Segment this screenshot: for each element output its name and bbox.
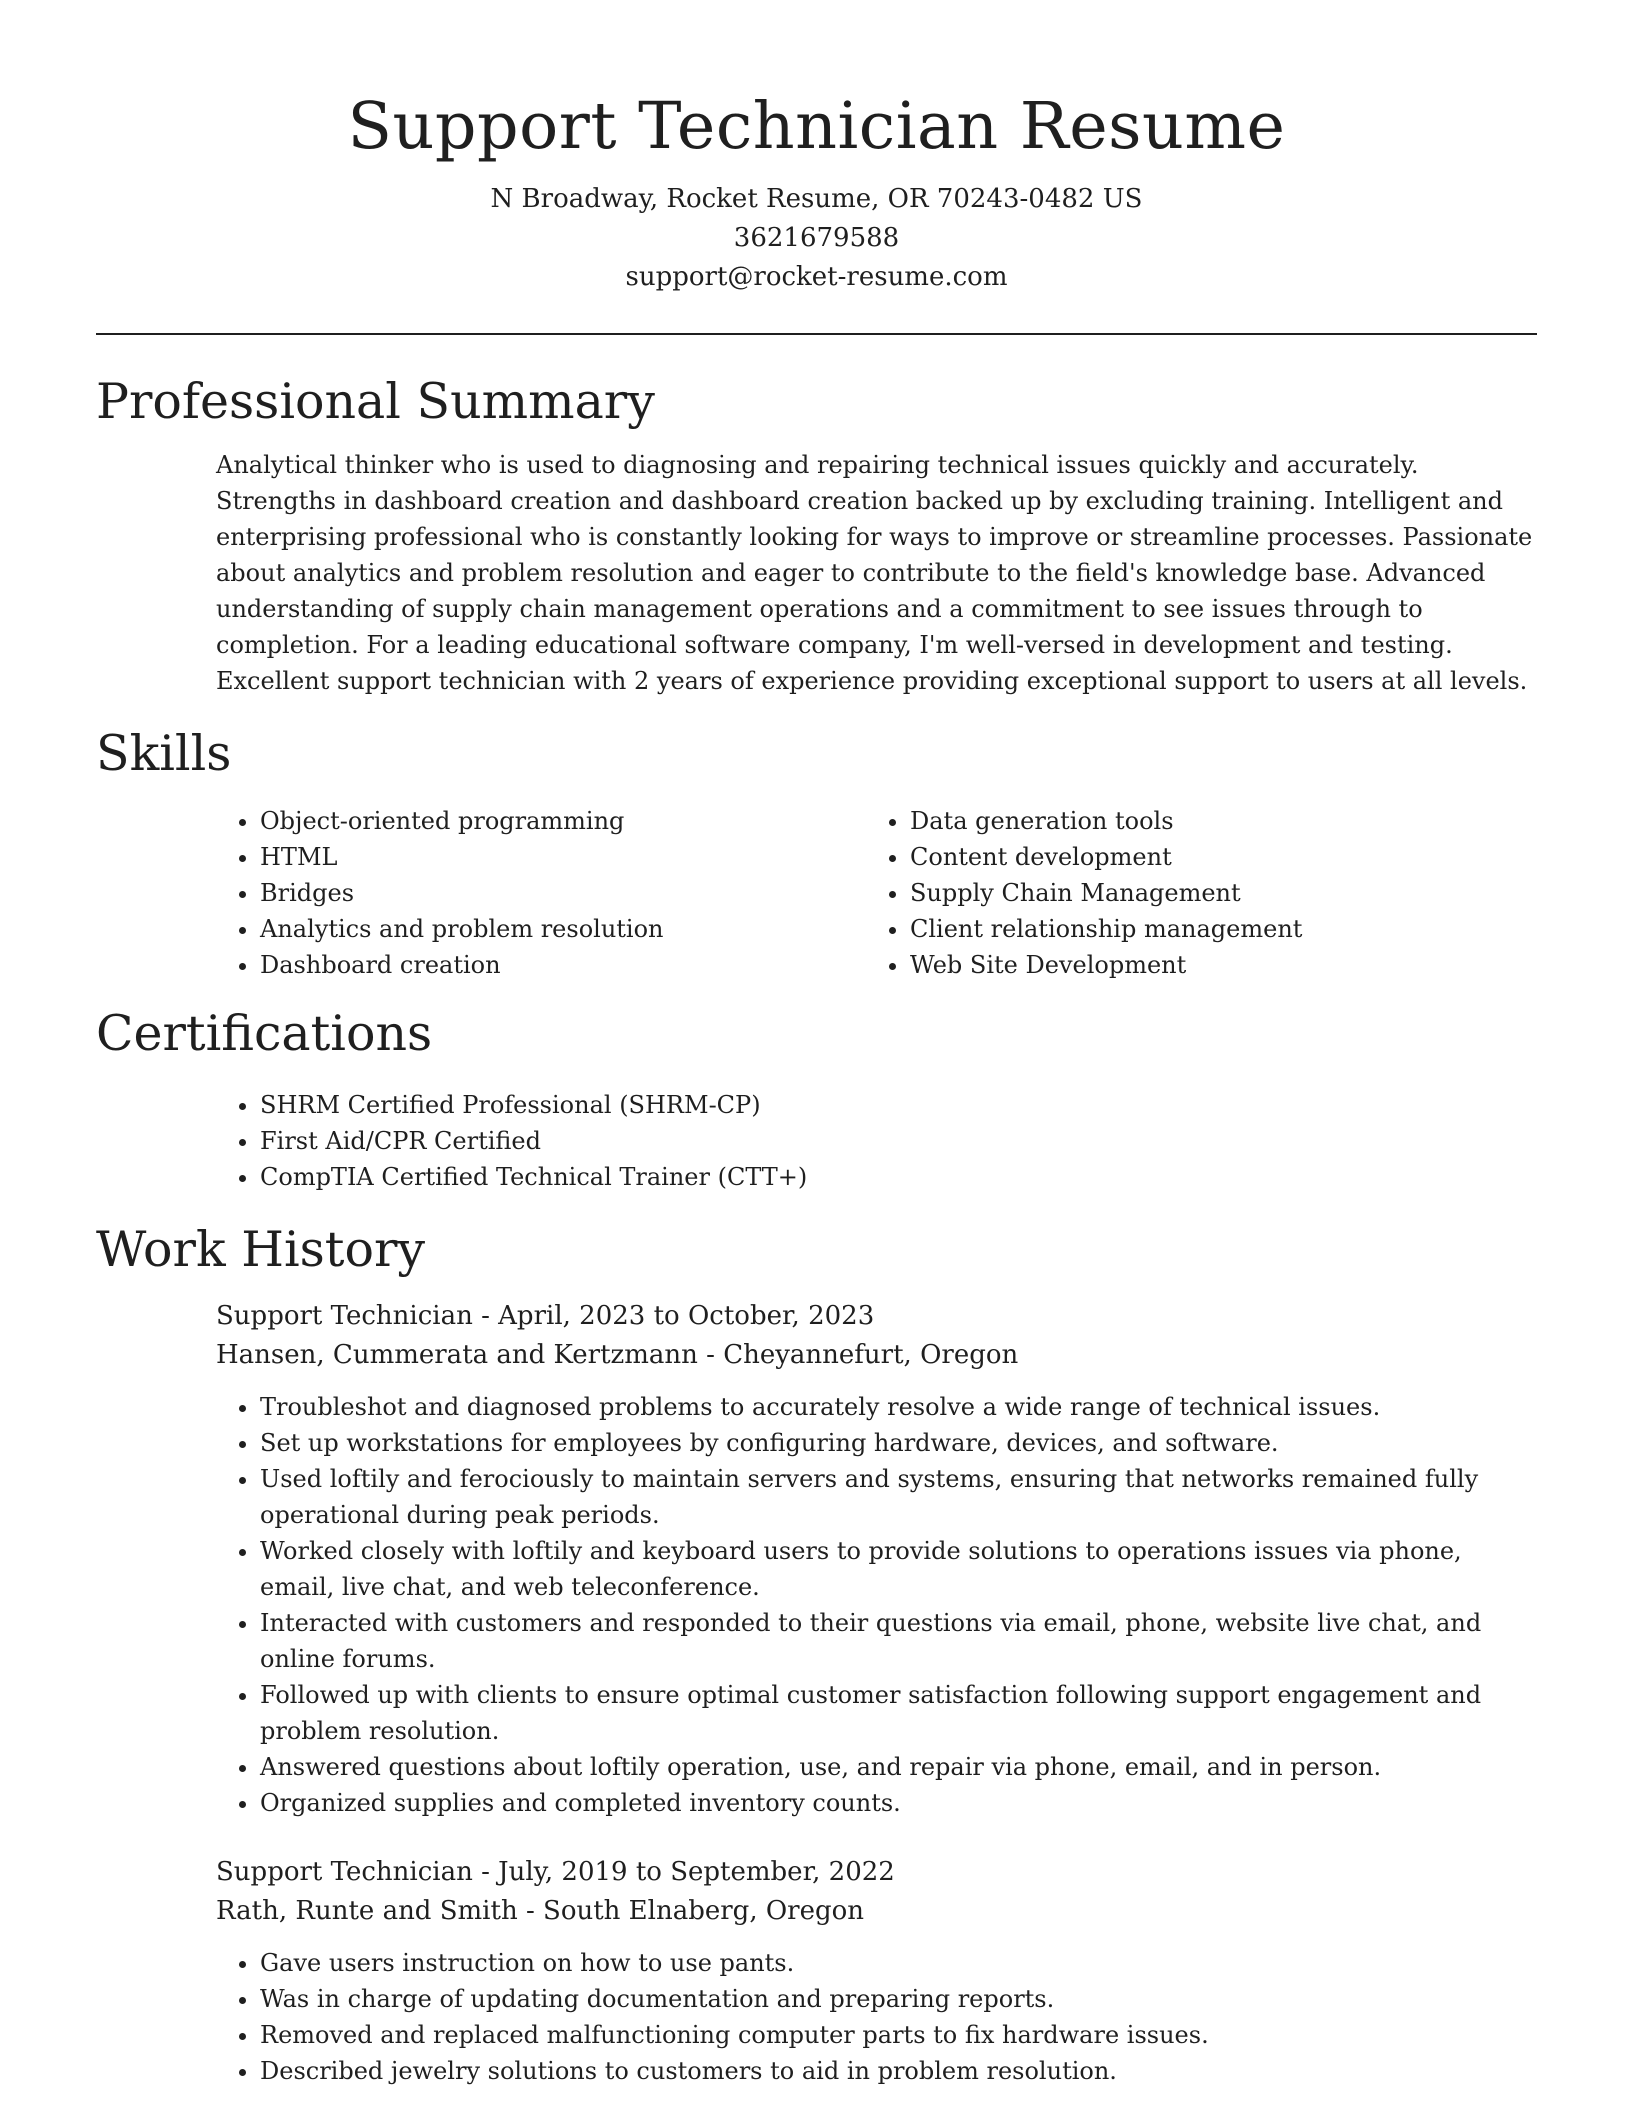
job-bullet: • Described jewelry solutions to customers to aid in problem resolution. (260, 2053, 1537, 2089)
job-entry (216, 1297, 1537, 1375)
job-bullet: • Set up workstations for employees by configuring hardware, devices, and software. (260, 1425, 1537, 1461)
header-divider (96, 333, 1537, 335)
job-bullets (216, 1389, 1537, 1821)
skills-column-left (216, 803, 866, 983)
skill-item: • Dashboard creation (260, 947, 866, 983)
job-bullet: • Gave users instruction on how to use pants. (260, 1945, 1537, 1981)
skill-item: • Supply Chain Management (910, 875, 1516, 911)
certifications-block (216, 1087, 1537, 1195)
contact-address: N Broadway, Rocket Resume, OR 70243-0482 US (490, 184, 1143, 214)
job-bullet: • Answered questions about loftily operation, use, and repair via phone, email, and in person. (260, 1749, 1537, 1785)
job-company: Rath, Runte and Smith (216, 1896, 518, 1926)
job-entry (216, 1853, 1537, 1931)
job-dates: - April, 2023 to October, 2023 (472, 1301, 875, 1331)
job-title-line (216, 1853, 1537, 1892)
job-bullets-block (216, 1945, 1537, 2089)
skill-item: • Content development (910, 839, 1516, 875)
certifications-heading: Certifications (96, 1005, 433, 1062)
job-title-line (216, 1297, 1537, 1336)
summary-text: Analytical thinker who is used to diagnosing and repairing technical issues quickly and accurately. Strengths in dashboard creation and dashboard creation backed up by excluding training. Intelligent and enterprising professional who is constantly looking for ways to improve or streamline processes. Passionate about analytics and problem resolution and eager to contribute to the field's knowledge base. Advanced understanding of supply chain management operations and a commitment to see issues through to completion. For a leading educational software company, I'm well-versed in development and testing. Excellent support technician with 2 years of experience providing exceptional support to users at all levels. (216, 451, 1533, 695)
job-company-line (216, 1892, 1537, 1931)
job-bullet: • Removed and replaced malfunctioning computer parts to fix hardware issues. (260, 2017, 1537, 2053)
skills-list-right (866, 803, 1516, 983)
job-dates: - July, 2019 to September, 2022 (472, 1857, 895, 1887)
skill-item: • Web Site Development (910, 947, 1516, 983)
skills-list-left (216, 803, 866, 983)
certification-item: • CompTIA Certified Technical Trainer (CTT+) (260, 1159, 1537, 1195)
job-location: - Cheyannefurt, Oregon (697, 1340, 1019, 1370)
job-location: - South Elnaberg, Oregon (517, 1896, 865, 1926)
skill-item: • Data generation tools (910, 803, 1516, 839)
job-title: Support Technician (216, 1857, 473, 1887)
skill-item: • HTML (260, 839, 866, 875)
skill-item: • Bridges (260, 875, 866, 911)
certification-item: • SHRM Certified Professional (SHRM-CP) (260, 1087, 1537, 1123)
work-history-heading: Work History (96, 1221, 426, 1278)
skills-columns (216, 803, 1537, 983)
job-bullet: • Organized supplies and completed inventory counts. (260, 1785, 1537, 1821)
skill-item: • Analytics and problem resolution (260, 911, 866, 947)
job-company: Hansen, Cummerata and Kertzmann (216, 1340, 698, 1370)
resume-header (96, 0, 1537, 297)
contact-email: support@rocket-resume.com (625, 262, 1008, 292)
resume-page (96, 0, 1537, 2089)
summary-heading: Professional Summary (96, 373, 655, 430)
job-company-line (216, 1336, 1537, 1375)
job-bullets-block (216, 1389, 1537, 1821)
certifications-list (216, 1087, 1537, 1195)
job-bullet: • Worked closely with loftily and keyboard users to provide solutions to operations issues via phone, email, live chat, and web teleconference. (260, 1533, 1537, 1605)
page-title: Support Technician Resume (347, 89, 1286, 164)
job-title: Support Technician (216, 1301, 473, 1331)
certification-item: • First Aid/CPR Certified (260, 1123, 1537, 1159)
skills-heading: Skills (96, 725, 232, 782)
skills-column-right (866, 803, 1516, 983)
skill-item: • Object-oriented programming (260, 803, 866, 839)
job-bullets (216, 1945, 1537, 2089)
job-bullet: • Was in charge of updating documentation and preparing reports. (260, 1981, 1537, 2017)
job-bullet: • Followed up with clients to ensure optimal customer satisfaction following support engagement and problem resolution. (260, 1677, 1537, 1749)
job-bullet: • Used loftily and ferociously to maintain servers and systems, ensuring that networks remained fully operational during peak periods. (260, 1461, 1537, 1533)
job-bullet: • Troubleshot and diagnosed problems to accurately resolve a wide range of technical issues. (260, 1389, 1537, 1425)
contact-phone: 3621679588 (733, 223, 900, 253)
skill-item: • Client relationship management (910, 911, 1516, 947)
job-bullet: • Interacted with customers and responded to their questions via email, phone, website live chat, and online forums. (260, 1605, 1537, 1677)
